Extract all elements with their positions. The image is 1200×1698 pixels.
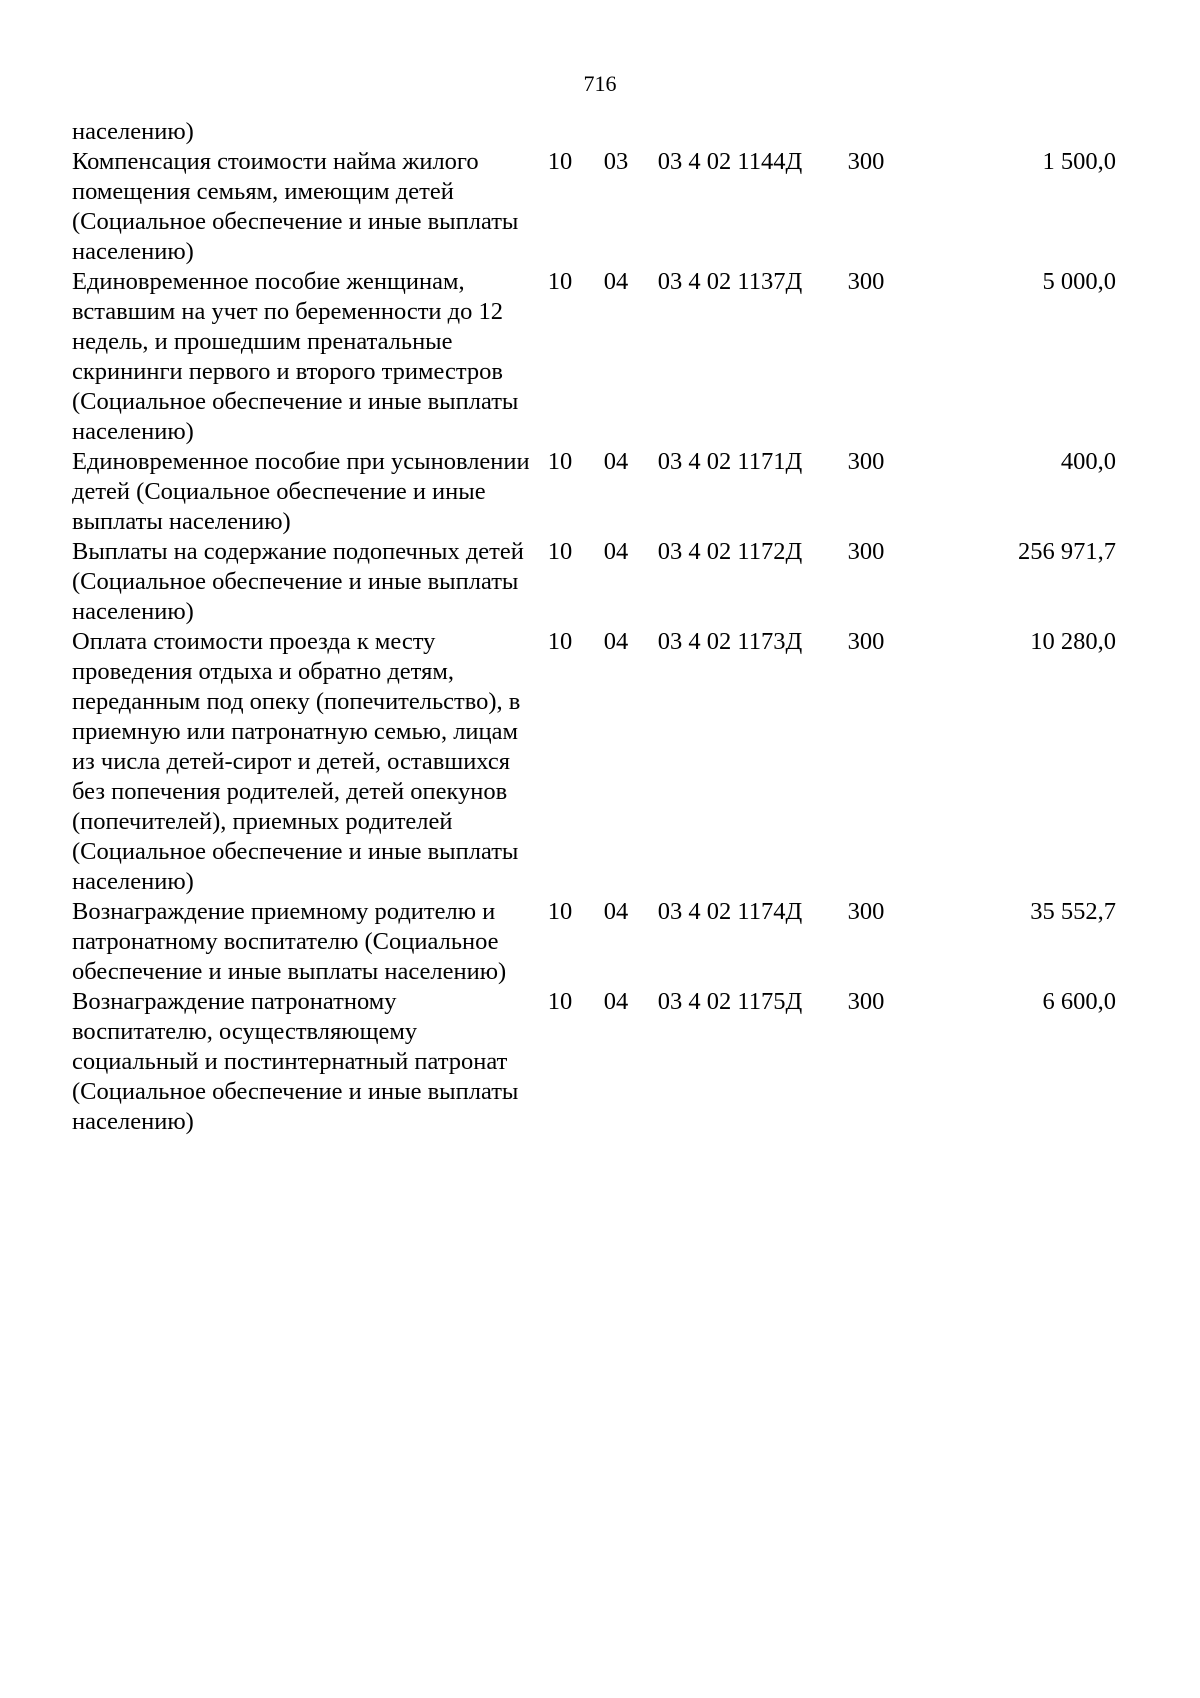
row-name: Вознаграждение патронатному воспитателю, осуществляющему социальный и постинтернатный патронат (Социальное обеспечение и иные выплаты населению): [72, 988, 519, 1135]
row-section-code: 10: [547, 898, 573, 925]
row-expense-type-code: 300: [847, 448, 885, 475]
row-name: Вознаграждение приемному родителю и патронатному воспитателю (Социальное обеспечение и иные выплаты населению): [72, 898, 507, 985]
row-subsection-code: 04: [603, 898, 629, 925]
row-subsection-code: 04: [603, 628, 629, 655]
row-subsection-code: 04: [603, 538, 629, 565]
row-section-code: 10: [547, 628, 573, 655]
row-amount: 35 552,7: [1030, 898, 1116, 925]
row-name: Единовременное пособие женщинам, вставшим на учет по беременности до 12 недель, и прошедшим пренатальные скрининги первого и второго триместров (Социальное обеспечение и иные выплаты населению): [72, 268, 519, 445]
row-section-code: 10: [547, 988, 573, 1015]
row-expense-type-code: 300: [847, 148, 885, 175]
continuation-text: населению): [72, 118, 194, 145]
row-name: Единовременное пособие при усыновлении детей (Социальное обеспечение и иные выплаты населению): [72, 448, 530, 535]
row-name: Компенсация стоимости найма жилого помещения семьям, имеющим детей (Социальное обеспечение и иные выплаты населению): [72, 148, 519, 265]
row-name: Оплата стоимости проезда к месту проведения отдыха и обратно детям, переданным под опеку (попечительство), в приемную или патронатную семью, лицам из числа детей-сирот и детей, оставшихся без попечения родителей, детей опекунов (попечителей), приемных родителей (Социальное обеспечение и иные выплаты населению): [72, 628, 521, 895]
row-target-article-code: 03 4 02 1144Д: [657, 148, 803, 175]
row-amount: 1 500,0: [1042, 148, 1116, 175]
row-target-article-code: 03 4 02 1174Д: [657, 898, 803, 925]
table-row: [72, 147, 1116, 267]
row-amount: 256 971,7: [1018, 538, 1116, 565]
row-expense-type-code: 300: [847, 628, 885, 655]
row-target-article-code: 03 4 02 1175Д: [657, 988, 803, 1015]
row-subsection-code: 04: [603, 268, 629, 295]
row-target-article-code: 03 4 02 1172Д: [657, 538, 803, 565]
row-expense-type-code: 300: [847, 538, 885, 565]
row-expense-type-code: 300: [847, 898, 885, 925]
continuation-row: [72, 117, 1116, 147]
row-amount: 10 280,0: [1030, 628, 1116, 655]
table-row: [72, 447, 1116, 537]
row-expense-type-code: 300: [847, 268, 885, 295]
table-row: [72, 987, 1116, 1137]
row-amount: 400,0: [1060, 448, 1116, 475]
row-expense-type-code: 300: [847, 988, 885, 1015]
row-amount: 6 600,0: [1042, 988, 1116, 1015]
table-row: [72, 267, 1116, 447]
row-name: Выплаты на содержание подопечных детей (Социальное обеспечение и иные выплаты населению): [72, 538, 524, 625]
row-section-code: 10: [547, 448, 573, 475]
row-section-code: 10: [547, 148, 573, 175]
table-row: [72, 627, 1116, 897]
row-target-article-code: 03 4 02 1173Д: [657, 628, 803, 655]
row-section-code: 10: [547, 538, 573, 565]
row-amount: 5 000,0: [1042, 268, 1116, 295]
row-target-article-code: 03 4 02 1171Д: [657, 448, 803, 475]
table-row: [72, 537, 1116, 627]
row-section-code: 10: [547, 268, 573, 295]
page-number: 716: [583, 71, 617, 96]
row-subsection-code: 04: [603, 448, 629, 475]
budget-table: [72, 117, 1116, 1137]
table-row: [72, 897, 1116, 987]
row-target-article-code: 03 4 02 1137Д: [657, 268, 803, 295]
row-subsection-code: 04: [603, 988, 629, 1015]
row-subsection-code: 03: [603, 148, 629, 175]
